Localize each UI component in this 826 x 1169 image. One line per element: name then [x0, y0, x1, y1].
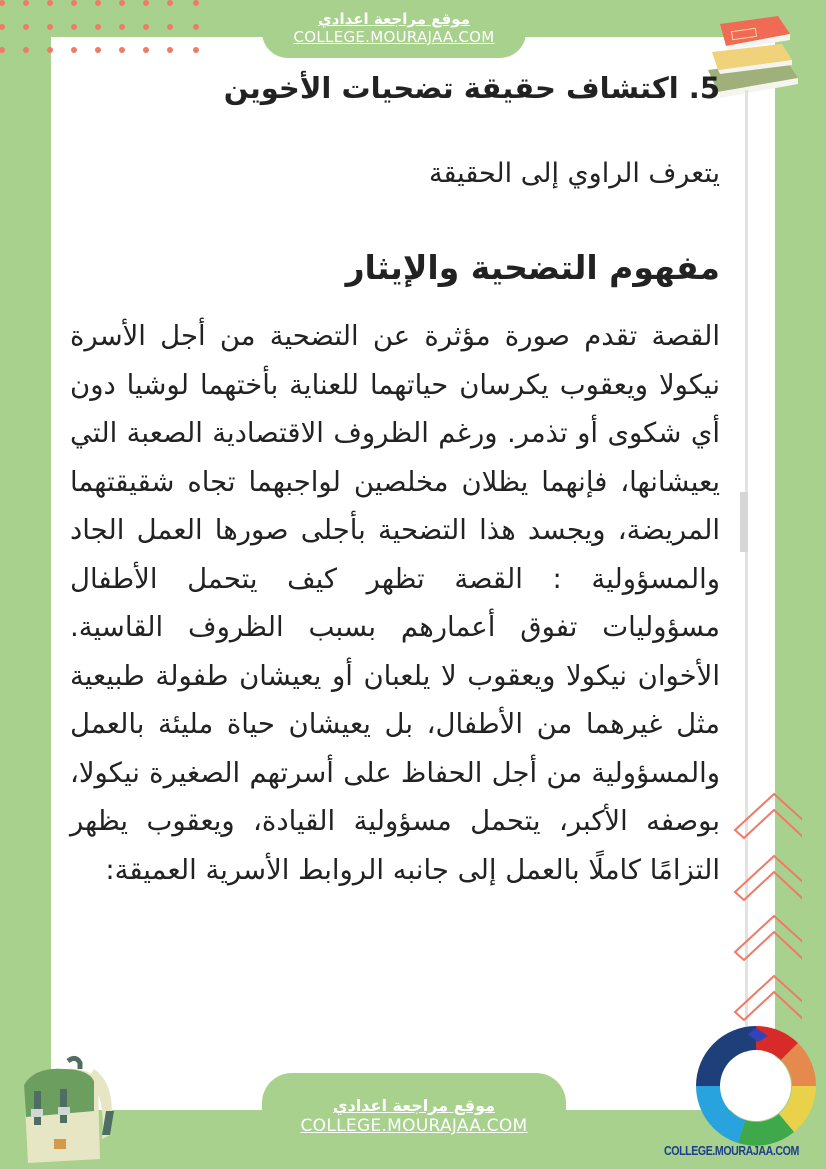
education-wheel-logo-icon[interactable] — [694, 1024, 818, 1148]
scrollbar-thumb[interactable] — [740, 492, 748, 552]
logo-caption: COLLEGE.MOURAJAA.COM — [664, 1144, 799, 1158]
document-content — [70, 60, 720, 894]
footer-site-tab[interactable] — [262, 1073, 566, 1169]
concept-heading: مفهوم التضحية والإيثار — [345, 248, 720, 287]
subheading: يتعرف الراوي إلى الحقيقة — [429, 158, 720, 189]
chevron-up-icon — [732, 790, 802, 1040]
decorative-dots — [0, 0, 200, 60]
site-name-arabic[interactable]: موقع مراجعة اعدادي — [318, 10, 470, 28]
footer-site-name-arabic[interactable]: موقع مراجعة اعدادي — [332, 1096, 496, 1115]
section-heading: 5. اكتشاف حقيقة تضحيات الأخوين — [223, 71, 720, 105]
backpack-icon — [14, 1055, 114, 1167]
site-url-link[interactable]: COLLEGE.MOURAJAA.COM — [293, 28, 495, 46]
header-site-tab[interactable] — [262, 0, 526, 58]
footer-site-url-link[interactable]: COLLEGE.MOURAJAA.COM — [300, 1116, 528, 1136]
body-paragraph: القصة تقدم صورة مؤثرة عن التضحية من أجل الأسرة نيكولا ويعقوب يكرسان حياتهما للعناية بأختهما لوشيا دون أي شكوى أو تذمر. ورغم الظروف الاقتصادية الصعبة التي يعيشانها، فإنهما يظلان مخلصين لواجبهما تجاه شقيقتهما المريضة، ويجسد هذا التضحية بأجلى صورها العمل الجاد والمسؤولية : القصة تظهر كيف يتحمل الأطفال مسؤوليات تفوق أعمارهم بسبب الظروف القاسية. الأخوان نيكولا ويعقوب لا يلعبان أو يعيشان طفولة طبيعية مثل غيرهما من الأطفال، بل يعيشان حياة مليئة بالعمل والمسؤولية من أجل الحفاظ على أسرتهم الصغيرة نيكولا، بوصفه الأكبر، يتحمل مسؤولية القيادة، ويعقوب يظهر التزامًا كاملًا بالعمل إلى جانبه الروابط الأسرية العميقة: — [70, 320, 720, 886]
